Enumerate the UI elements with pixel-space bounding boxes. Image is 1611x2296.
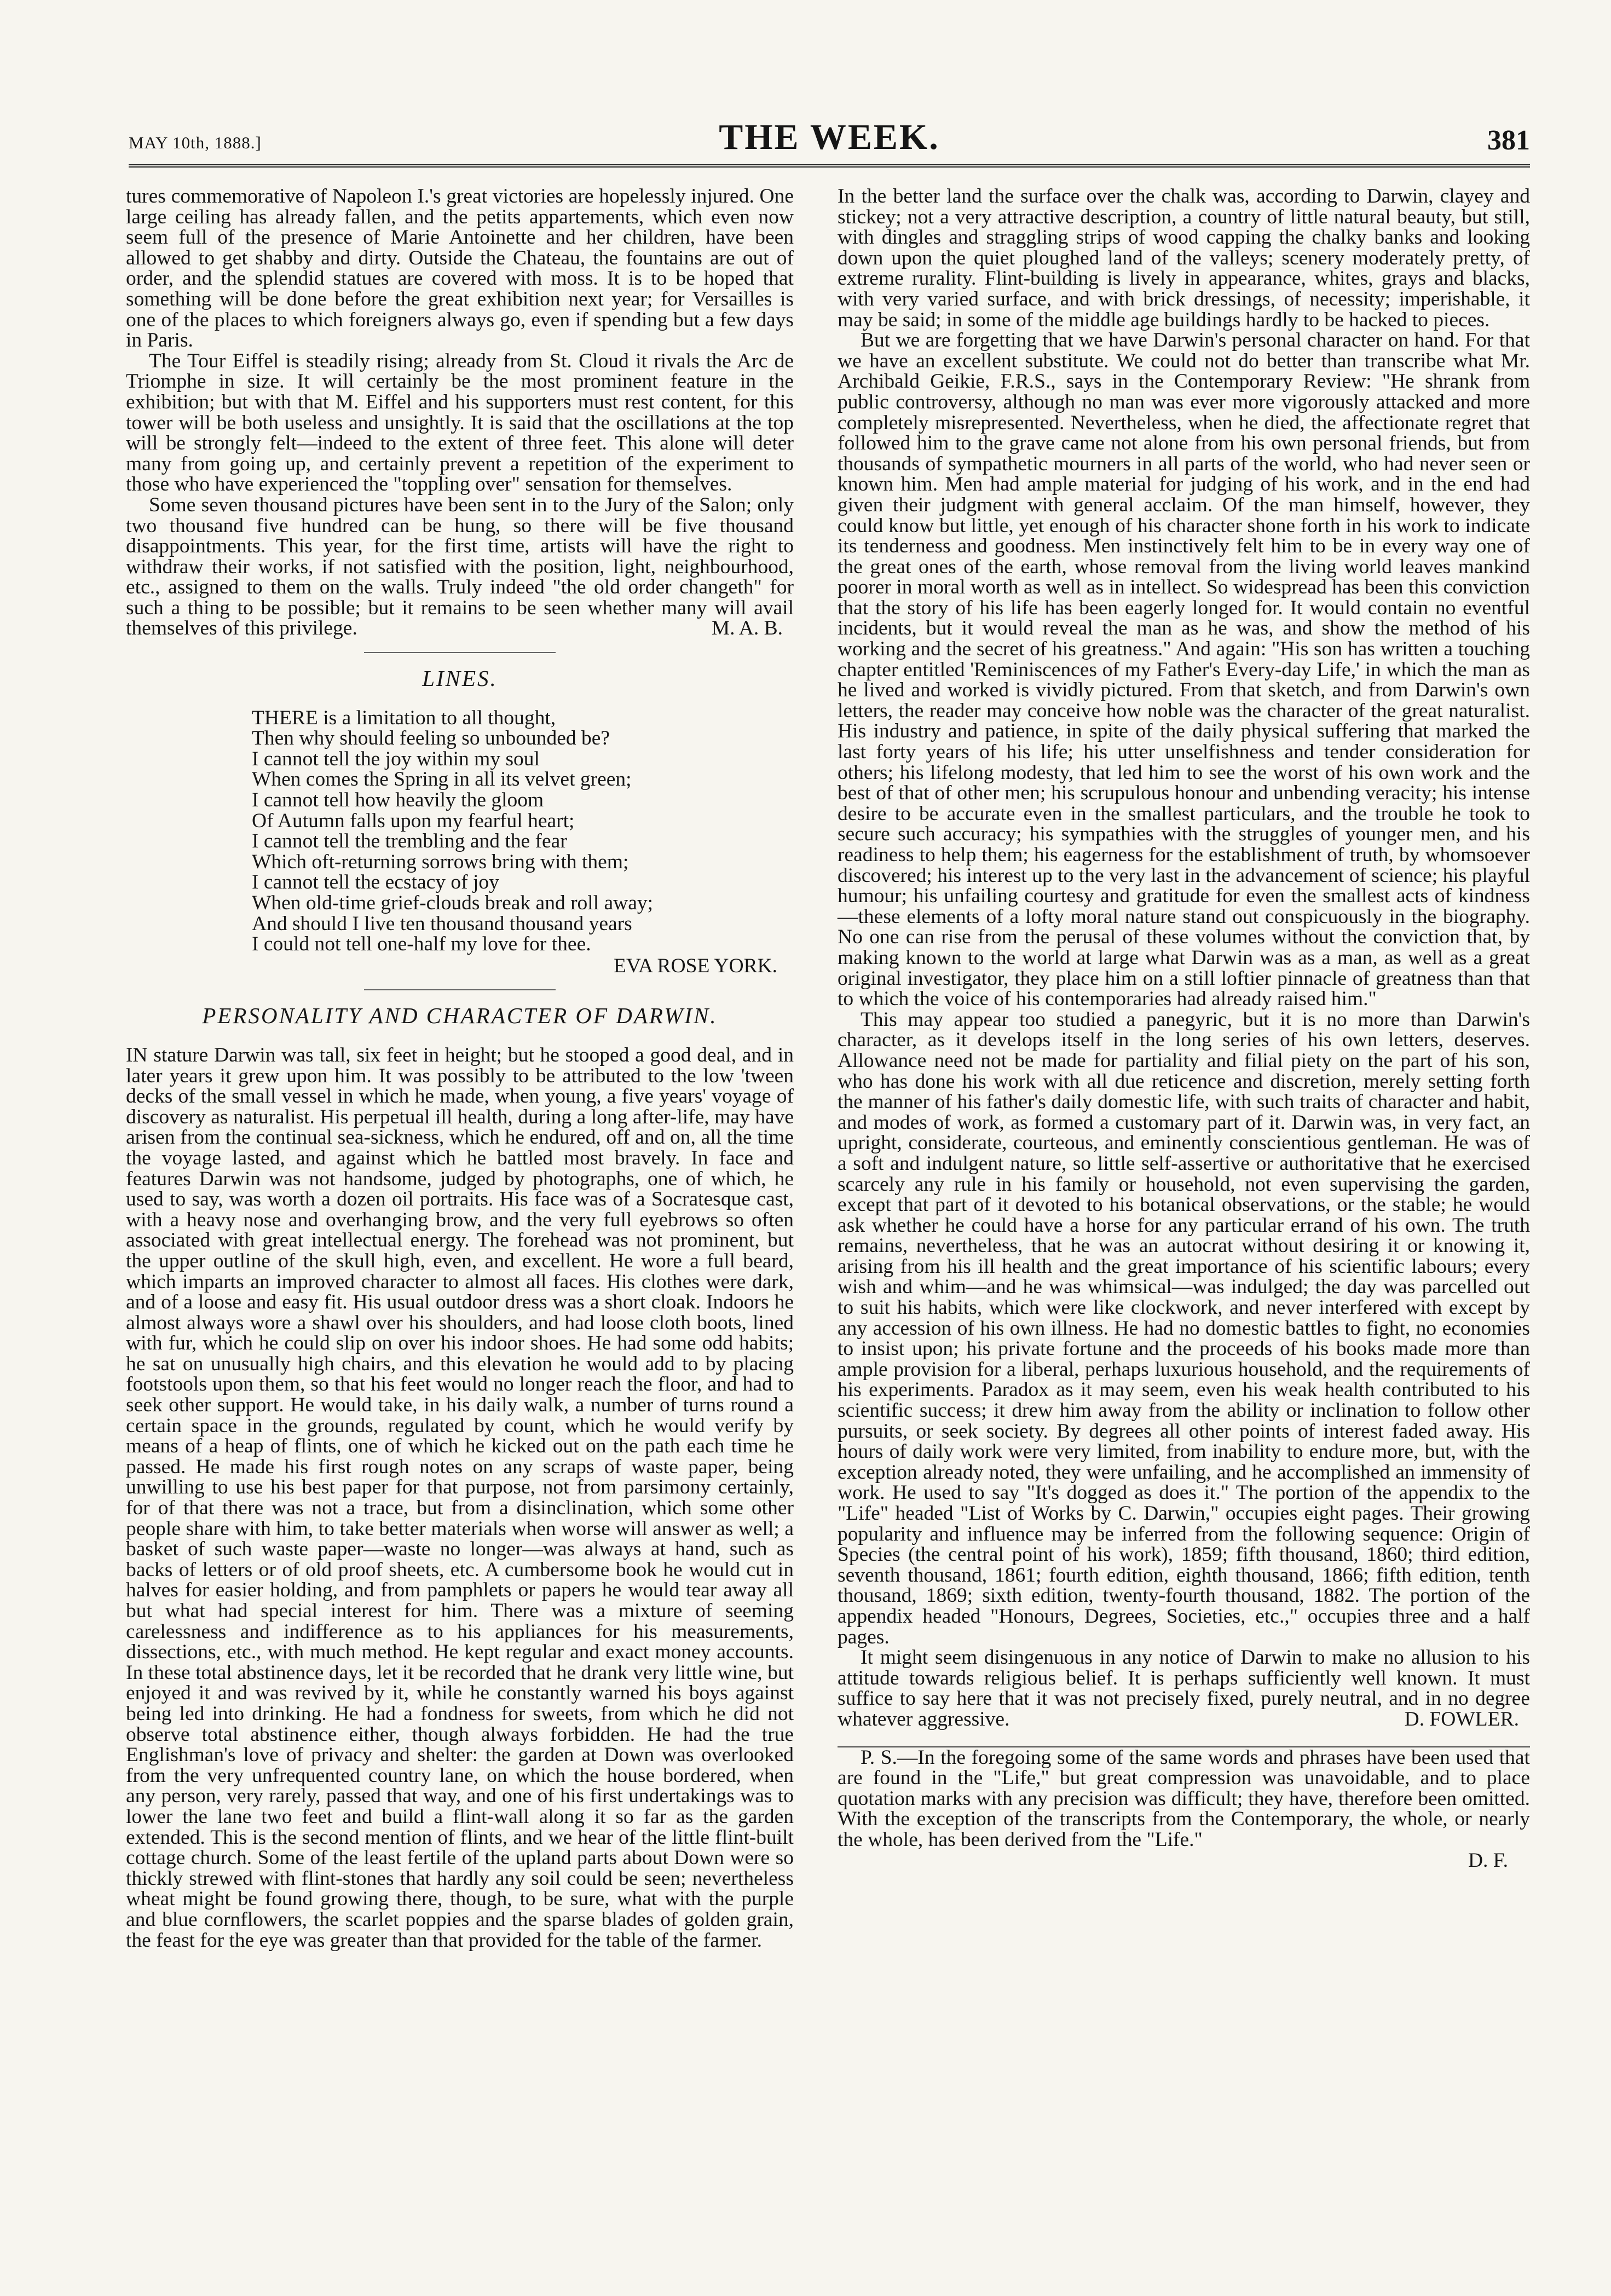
salon-paragraph (126, 495, 794, 639)
poem-line: THERE is a limitation to all thought, (252, 706, 556, 729)
versailles-paragraph: tures commemorative of Napoleon I.'s great victories are hopelessly injured. One large ceiling has already fallen, and the petits appartements, which even now seem full of the presence of Marie Antoinette and her children, have been allowed to get shabby and dirty. Outside the Chateau, the fountains are out of order, and the splendid statues are covered with moss. It is to be hoped that something will be done before the great exhibition next year; for Versailles is one of the places to which foreigners always go, even if spending but a few days in Paris. (126, 185, 794, 352)
salon-paragraph-text: Some seven thousand pictures have been sent in to the Jury of the Salon; only two thousand five hundred can be hung, so there will be five thousand disappointments. This year, for the first time, artists will have the right to withdraw their works, if not satisfied with the position, light, neighbourhood, etc., assigned to them on the walls. Truly indeed "the old order changeth" for such a thing to be possible; but it remains to be seen whether many will avail themselves of this privilege. (126, 493, 794, 640)
poem-line: And should I live ten thousand thousand years (252, 912, 632, 935)
panegyric-paragraph: This may appear too studied a panegyric, but it is no more than Darwin's character, as it develops itself in the long series of his own letters, deserves. Allowance need not be made for partiality and filial piety on the part of his son, who has done his work with all due reticence and discretion, merely setting forth the manner of his father's daily domestic life, with such traits of character and habit, and modes of work, as formed a customary part of it. Darwin was, in very fact, an upright, considerate, courteous, and eminently conscientious gentleman. He was of a soft and indulgent nature, so little self-assertive or authoritative that he exercised scarcely any rule in his family or household, not even supervising the garden, except that part of it devoted to his botanical observations, or the stable; he would ask whether he could have a horse for any particular errand of his own. The truth remains, nevertheless, that he was an autocrat without desiring it or knowing it, arising from his ill health and the great importance of his scientific labours; every wish and whim—and he was whimsical—was indulged; the day was parcelled out to suit his habits, which were like clockwork, and never interfered with except by any accession of his own illness. He had no domestic battles to fight, no economies to insist upon; his private fortune and the proceeds of his books made more than ample provision for a liberal, perhaps luxurious household, and the requirements of his experiments. Paradox as it may seem, even his weak health contributed to his scientific success; it drew him away from the ability or inclination to follow other pursuits, or seek society. By degrees all other points of interest faded away. His hours of daily work were very limited, from inability to endure more, but, with the exception already noted, they were unfailing, and he accomplished an immensity of work. He used to say "It's dogged as does it." The portion of the appendix to the "Life" headed "List of Works by C. Darwin," occupies eight pages. Their growing popularity and influence may be inferred from the following sequence: Origin of Species (the central point of his work), 1859; fifth thousand, 1860; third edition, seventh thousand, 1861; fourth edition, eighth thousand, 1866; fifth edition, tenth thousand, 1869; sixth edition, twenty-fourth thousand, 1882. The portion of the appendix headed "Honours, Degrees, Societies, etc.," occupies three and a half pages. (838, 1008, 1530, 1648)
poem-line: When comes the Spring in all its velvet green; (252, 768, 632, 791)
chalk-paragraph: In the better land the surface over the chalk was, according to Darwin, clayey and stickey; not a very attractive description, a country of little natural beauty, but still, with dingles and straggling strips of wood capping the chalky banks and looking down upon the quiet ploughed land of the valleys; scenery moderately pretty, of extreme rurality. Flint-building is lively in appearance, whites, grays and blacks, with very varied surface, and with brick dressings, of necessity; imperishable, it may be said; in some of the middle age buildings hardly to be hacked to pieces. (838, 185, 1530, 331)
poem-line: I cannot tell the joy within my soul (252, 747, 540, 770)
darwin-article-title: PERSONALITY AND CHARACTER OF DARWIN. (202, 1003, 718, 1029)
poem-line: When old-time grief-clouds break and roll away; (252, 892, 654, 914)
religion-paragraph-text: It might seem disingenuous in any notice of Darwin to make no allusion to his attitude towards religious belief. It is perhaps sufficiently well known. It must suffice to say here that it was not precisely fixed, purely neutral, and in no degree whatever aggressive. (838, 1646, 1530, 1730)
poem-title: LINES. (422, 666, 498, 691)
right-column (838, 186, 1530, 1871)
header-rule (129, 164, 1530, 168)
section-divider (364, 989, 556, 990)
page-header (129, 112, 1530, 161)
page-number: 381 (1487, 125, 1530, 156)
poem-line: I cannot tell the ecstacy of joy (252, 871, 499, 894)
poem-line: I could not tell one-half my love for thee. (252, 933, 591, 956)
poem (252, 708, 794, 955)
eiffel-paragraph: The Tour Eiffel is steadily rising; already from St. Cloud it rivals the Arc de Triomphe in size. It will certainly be the most prominent feature in the exhibition; but with that M. Eiffel and his supporters must rest content, for this tower will be both useless and unsightly. It is said that the oscillations at the top will be strongly felt—indeed to the extent of three feet. This alone will deter many from going up, and certainly prevent a repetition of the experiment to those who have experienced the "toppling over" sensation for themselves. (126, 349, 794, 496)
poem-line: Then why should feeling so unbounded be? (252, 727, 610, 750)
geikie-paragraph: But we are forgetting that we have Darwin's personal character on hand. For that we have an excellent substitute. We could not do better than transcribe what Mr. Archibald Geikie, F.R.S., says in the Contemporary Review: "He shrank from public controversy, although no man was ever more vigorously attacked and more completely misrepresented. Nevertheless, when he died, the affectionate regret that followed him to the grave came not alone from his own personal friends, but from thousands of sympathetic mourners in all parts of the world, who had never seen or known him. Men had ample material for judging of his work, and in the end had given their judgment with general acclaim. Of the man himself, however, they could know but little, yet enough of his character shone forth in his work to indicate its tenderness and goodness. Men instinctively felt him to be in every way one of the great ones of the earth, whose removal from the living world leaves mankind poorer in moral worth as well as in intellect. So widespread has been this conviction that the story of his life has been eagerly longed for. It would contain no eventful incidents, but it would reveal the man as he was, and show the method of his working and the secret of his greatness." And again: "His son has written a touching chapter entitled 'Reminiscences of my Father's Every-day Life,' in which the man as he lived and worked is vividly pictured. From that sketch, and from Darwin's own letters, the reader may conceive how noble was the character of the great naturalist. His industry and patience, in spite of the daily physical suffering that marked the last forty years of his life; his utter unselfishness and tender consideration for others; his lifelong modesty, that led him to see the worst of his own work and the best of that of other men; his scrupulous honour and unbending veracity; his intense desire to be accurate even in the smallest particulars, and the trouble he took to secure such accuracy; his sympathies with the struggles of younger men, and his readiness to help them; his eagerness for the establishment of truth, by whomsoever discovered; his interest up to the very last in the advancement of science; his playful humour; his unfailing courtesy and gratitude for even the smallest acts of kindness—these elements of a lofty moral nature stand out conspicuously in the biography. No one can rise from the perusal of these volumes without the conviction that, by making known to the world at large what Darwin was as a man, as well as a great original investigator, they place him on a still loftier pinnacle of greatness than that to which the voice of his contemporaries had already raised him." (838, 329, 1530, 1011)
postscript: P. S.—In the foregoing some of the same words and phrases have been used that are found in the "Life," but great compression was unavoidable, and to place quotation marks with any precision was difficult; they have, therefore been omitted. With the exception of the transcripts from the Contemporary, the whole, or nearly the whole, has been derived from the "Life." (838, 1746, 1530, 1851)
author-signature: D. FOWLER. (1404, 1707, 1519, 1730)
poem-line: Of Autumn falls upon my fearful heart; (252, 809, 575, 832)
issue-date: MAY 10th, 1888.] (129, 133, 262, 152)
poem-line: I cannot tell the trembling and the fear (252, 830, 567, 853)
masthead-title: THE WEEK. (719, 117, 940, 157)
left-column (126, 186, 794, 1951)
poem-line: I cannot tell how heavily the gloom (252, 789, 544, 812)
postscript-signature: D. F. (1468, 1849, 1508, 1872)
poem-author: EVA ROSE YORK. (613, 954, 777, 977)
darwin-paragraph: IN stature Darwin was tall, six feet in height; but he stooped a good deal, and in later years it grew upon him. It was possibly to be attributed to the low 'tween decks of the small vessel in which he made, when young, a five years' voyage of discovery as naturalist. His perpetual ill health, during a long after-life, may have arisen from the continual sea-sickness, which he endured, off and on, all the time the voyage lasted, and against which he battled most bravely. In face and features Darwin was not handsome, judged by photographs, one of which, he used to say, was worth a dozen oil portraits. His face was of a Socratesque cast, with a heavy nose and overhanging brow, and the very full eyebrows so often associated with great intellectual energy. The forehead was not prominent, but the upper outline of the skull high, even, and excellent. He wore a full beard, which imparts an improved character to almost all faces. His clothes were dark, and of a loose and easy fit. His usual outdoor dress was a short cloak. Indoors he almost always wore a shawl over his shoulders, and had loose cloth boots, lined with fur, which he could slip on over his indoor shoes. He had some odd habits; he sat on unusually high chairs, and this elevation he would add to by placing footstools upon them, so that his feet would no longer reach the floor, and had to seek other support. He would take, in his daily walk, a number of turns round a certain space in the grounds, regulated by count, which he would verify by means of a heap of flints, one of which he kicked out on the path each time he passed. He made his first rough notes on any scraps of waste paper, being unwilling to use his best paper for that purpose, not from parsimony certainly, for of that there was not a trace, but from a disinclination, which some other people share with him, to take better materials when worse will answer as well; a basket of such waste paper—waste no longer—was always at hand, such as backs of letters or of old proof sheets, etc. A cumbersome book he would cut in halves for easier holding, and from pamphlets or papers he would tear away all but what had special interest for him. There was a mixture of seeming carelessness and indifference as to his appliances for his measurements, dissections, etc., with much method. He kept regular and exact money accounts. In these total abstinence days, let it be recorded that he drank very little wine, but enjoyed it and was revived by it, while he constantly warned his boys against being led into drinking. He had a fondness for sweets, from which he did not observe total abstinence either, though always forbidden. He had the true Englishman's love of privacy and shelter: the garden at Down was overlooked from the very unfrequented country lane, on which the house bordered, when any person, very rarely, passed that way, and one of his first undertakings was to lower the lane two feet and build a flint-wall along it so far as the garden extended. This is the second mention of flints, and we hear of the little flint-built cottage church. Some of the least fertile of the upland parts about Down were so thickly strewed with flint-stones that hardly any soil could be seen; nevertheless wheat might be found growing there, though, to be sure, what with the purple and blue cornflowers, the scarlet poppies and the sparse blades of golden grain, the feast for the eye was greater than that provided for the table of the farmer. (126, 1043, 794, 1952)
religion-paragraph (838, 1647, 1530, 1729)
section-divider (364, 652, 556, 653)
first-signature: M. A. B. (711, 617, 783, 640)
poem-line: Which oft-returning sorrows bring with them; (252, 850, 629, 873)
